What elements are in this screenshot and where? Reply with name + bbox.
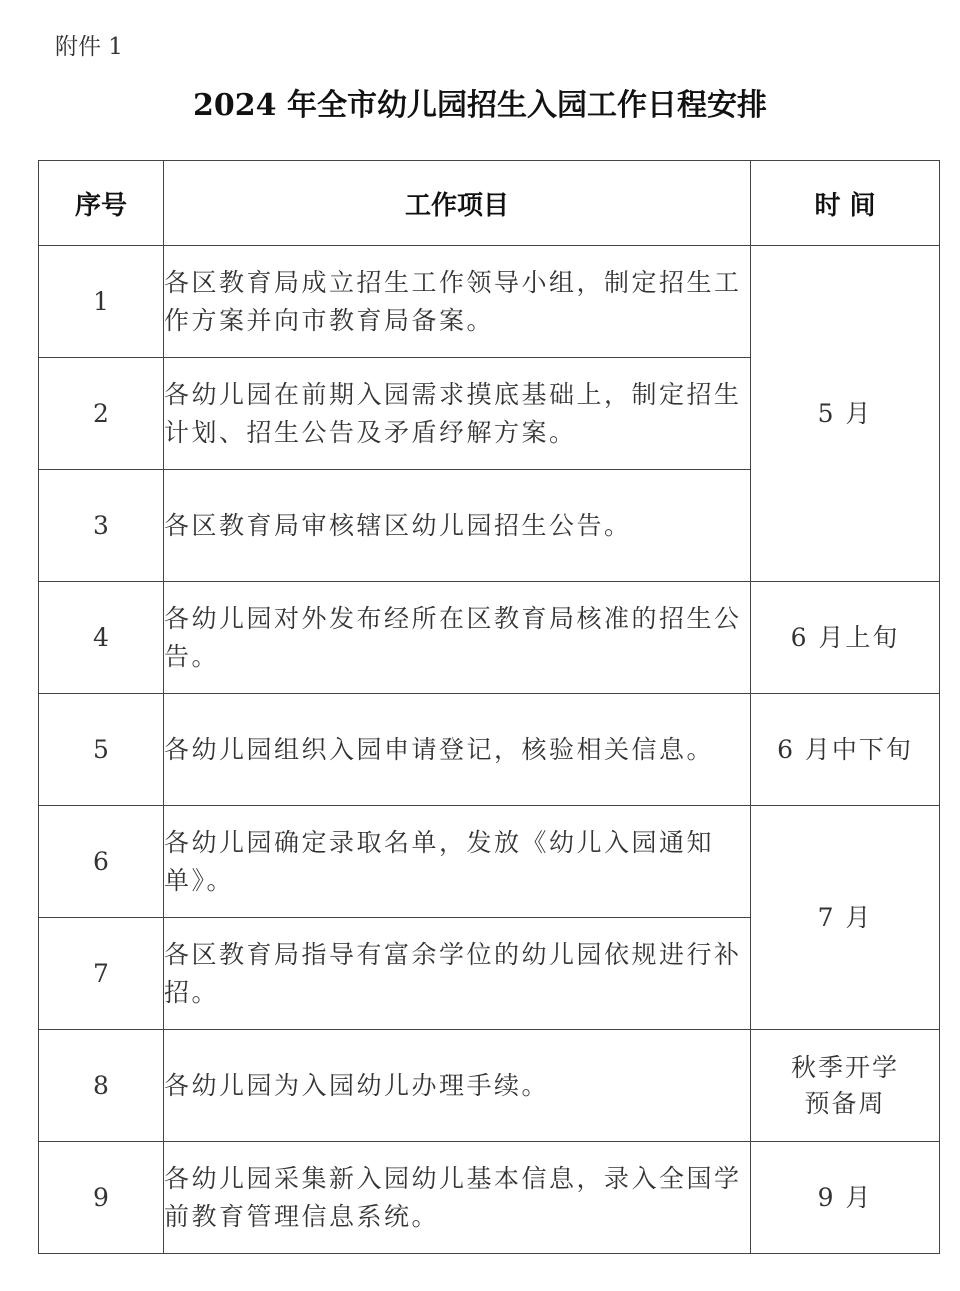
row-number: 3 <box>39 470 164 582</box>
row-work-item: 各区教育局指导有富余学位的幼儿园依规进行补招。 <box>164 918 751 1030</box>
row-time: 7 月 <box>751 806 940 1030</box>
row-time: 6 月上旬 <box>751 582 940 694</box>
table-row <box>39 1142 940 1254</box>
row-number: 8 <box>39 1030 164 1142</box>
row-time: 6 月中下旬 <box>751 694 940 806</box>
row-work-item: 各幼儿园采集新入园幼儿基本信息，录入全国学前教育管理信息系统。 <box>164 1142 751 1254</box>
row-number: 1 <box>39 246 164 358</box>
row-work-item: 各幼儿园为入园幼儿办理手续。 <box>164 1030 751 1142</box>
row-number: 4 <box>39 582 164 694</box>
attachment-label: 附件 1 <box>55 34 123 60</box>
row-work-item: 各幼儿园组织入园申请登记，核验相关信息。 <box>164 694 751 806</box>
row-work-item: 各幼儿园在前期入园需求摸底基础上，制定招生计划、招生公告及矛盾纾解方案。 <box>164 358 751 470</box>
row-time <box>751 1030 940 1142</box>
schedule-table <box>38 160 940 1254</box>
row-work-item: 各区教育局成立招生工作领导小组，制定招生工作方案并向市教育局备案。 <box>164 246 751 358</box>
header-work-item: 工作项目 <box>164 161 751 246</box>
row-time: 9 月 <box>751 1142 940 1254</box>
header-time: 时 间 <box>751 161 940 246</box>
row-time-line: 秋季开学 <box>790 1052 899 1082</box>
header-serial: 序号 <box>39 161 164 246</box>
row-number: 2 <box>39 358 164 470</box>
row-number: 5 <box>39 694 164 806</box>
table-row <box>39 694 940 806</box>
table-header-row <box>39 161 940 246</box>
row-time-line: 预备周 <box>804 1088 886 1118</box>
row-number: 7 <box>39 918 164 1030</box>
table-row <box>39 1030 940 1142</box>
row-time: 5 月 <box>751 246 940 582</box>
table-row <box>39 806 940 918</box>
row-work-item: 各区教育局审核辖区幼儿园招生公告。 <box>164 470 751 582</box>
row-work-item: 各幼儿园对外发布经所在区教育局核准的招生公告。 <box>164 582 751 694</box>
row-work-item: 各幼儿园确定录取名单，发放《幼儿入园通知单》。 <box>164 806 751 918</box>
table-row <box>39 246 940 358</box>
document-title: 2024 年全市幼儿园招生入园工作日程安排 <box>193 88 767 123</box>
row-number: 9 <box>39 1142 164 1254</box>
row-number: 6 <box>39 806 164 918</box>
table-row <box>39 582 940 694</box>
